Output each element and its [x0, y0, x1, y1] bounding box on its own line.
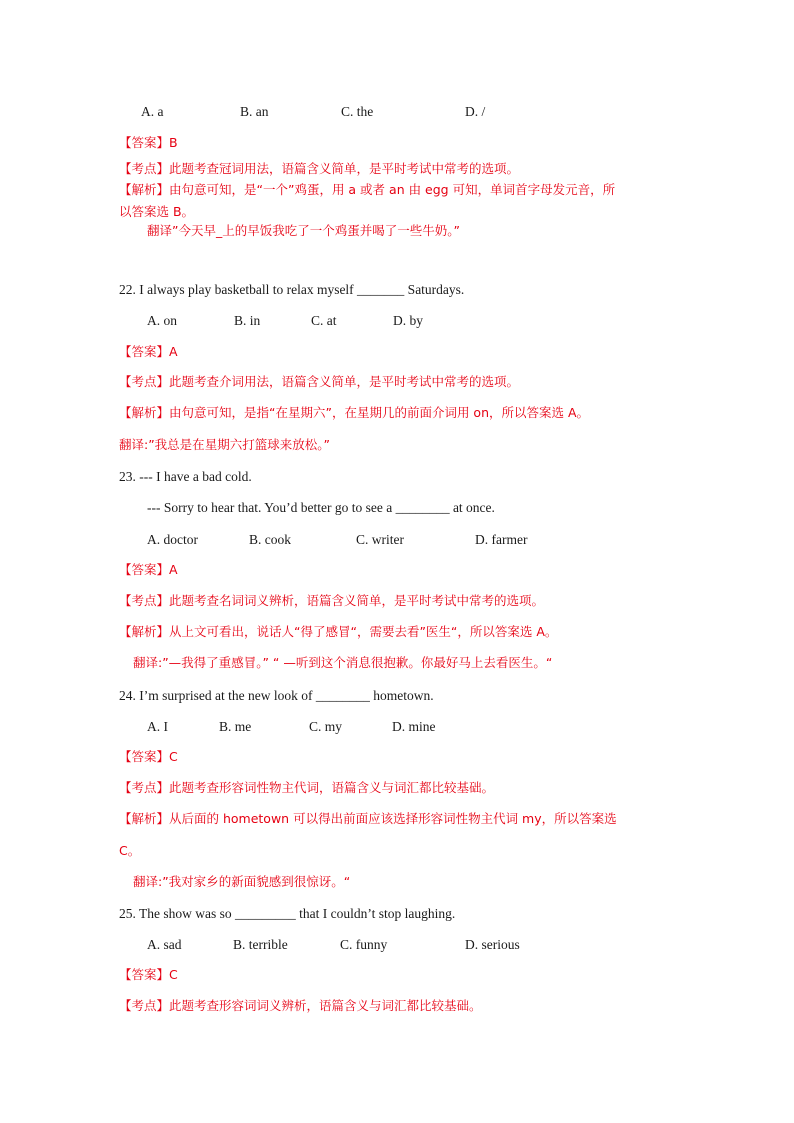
q24-point: 【考点】此题考查形容词性物主代词，语篇含义与词汇都比较基础。: [119, 780, 495, 795]
q22-option-c: C. at: [311, 313, 337, 328]
q23-option-b: B. cook: [249, 532, 291, 547]
q25-option-c: C. funny: [340, 937, 388, 952]
q21-option-d: D. /: [465, 104, 486, 119]
q22-point: 【考点】此题考查介词用法，语篇含义简单，是平时考试中常考的选项。: [119, 374, 520, 389]
q25-option-d: D. serious: [465, 937, 520, 952]
q23-question: 23. --- I have a bad cold.: [119, 469, 252, 484]
q22-translation: 翻译:”我总是在星期六打篮球来放松。”: [119, 437, 330, 452]
q23-option-d: D. farmer: [475, 532, 528, 547]
q23-translation: 翻译:”—我得了重感冒。” “ —听到这个消息很抱歉。你最好马上去看医生。“: [133, 655, 553, 670]
q23-analysis: 【解析】从上文可看出，说话人“得了感冒“，需要去看”医生“，所以答案选 A。: [119, 624, 558, 639]
q25-option-a: A. sad: [147, 937, 182, 952]
q25-question: 25. The show was so _________ that I couldn’t stop laughing.: [119, 906, 456, 921]
q22-option-a: A. on: [147, 313, 177, 328]
q23-question-reply: --- Sorry to hear that. You’d better go to see a ________ at once.: [147, 500, 495, 515]
q21-point: 【考点】此题考查冠词用法，语篇含义简单，是平时考试中常考的选项。: [119, 161, 520, 176]
q23-answer: 【答案】A: [119, 562, 178, 577]
q22-analysis: 【解析】由句意可知，是指“在星期六”，在星期几的前面介词用 on，所以答案选 A。: [119, 405, 590, 420]
q22-option-b: B. in: [234, 313, 261, 328]
q22-question: 22. I always play basketball to relax myself _______ Saturdays.: [119, 282, 465, 297]
q21-analysis-line-1: 【解析】由句意可知，是“一个”鸡蛋，用 a 或者 an 由 egg 可知，单词首字母发元音，所: [119, 182, 616, 197]
q21-option-a: A. a: [141, 104, 164, 119]
q24-translation: 翻译:”我对家乡的新面貌感到很惊讶。“: [133, 874, 351, 889]
q24-question: 24. I’m surprised at the new look of ________ hometown.: [119, 688, 434, 703]
q23-option-c: C. writer: [356, 532, 404, 547]
q24-option-b: B. me: [219, 719, 252, 734]
q21-answer: 【答案】B: [119, 135, 178, 150]
q25-point: 【考点】此题考查形容词词义辨析，语篇含义与词汇都比较基础。: [119, 998, 482, 1013]
q24-option-d: D. mine: [392, 719, 436, 734]
q24-option-a: A. I: [147, 719, 168, 734]
q21-option-c: C. the: [341, 104, 374, 119]
q24-analysis-line-2: C。: [119, 843, 141, 858]
q22-option-d: D. by: [393, 313, 423, 328]
q21-analysis-line-2: 以答案选 B。: [119, 204, 195, 219]
q21-option-b: B. an: [240, 104, 269, 119]
q22-answer: 【答案】A: [119, 344, 178, 359]
q25-answer: 【答案】C: [119, 967, 178, 982]
q23-point: 【考点】此题考查名词词义辨析，语篇含义简单，是平时考试中常考的选项。: [119, 593, 545, 608]
q25-option-b: B. terrible: [233, 937, 288, 952]
q21-translation: 翻译”今天早_上的早饭我吃了一个鸡蛋并喝了一些牛奶。”: [147, 223, 460, 238]
q24-analysis-line-1: 【解析】从后面的 hometown 可以得出前面应该选择形容词性物主代词 my，所以答案选: [119, 811, 617, 826]
q24-answer: 【答案】C: [119, 749, 178, 764]
q23-option-a: A. doctor: [147, 532, 198, 547]
q24-option-c: C. my: [309, 719, 343, 734]
